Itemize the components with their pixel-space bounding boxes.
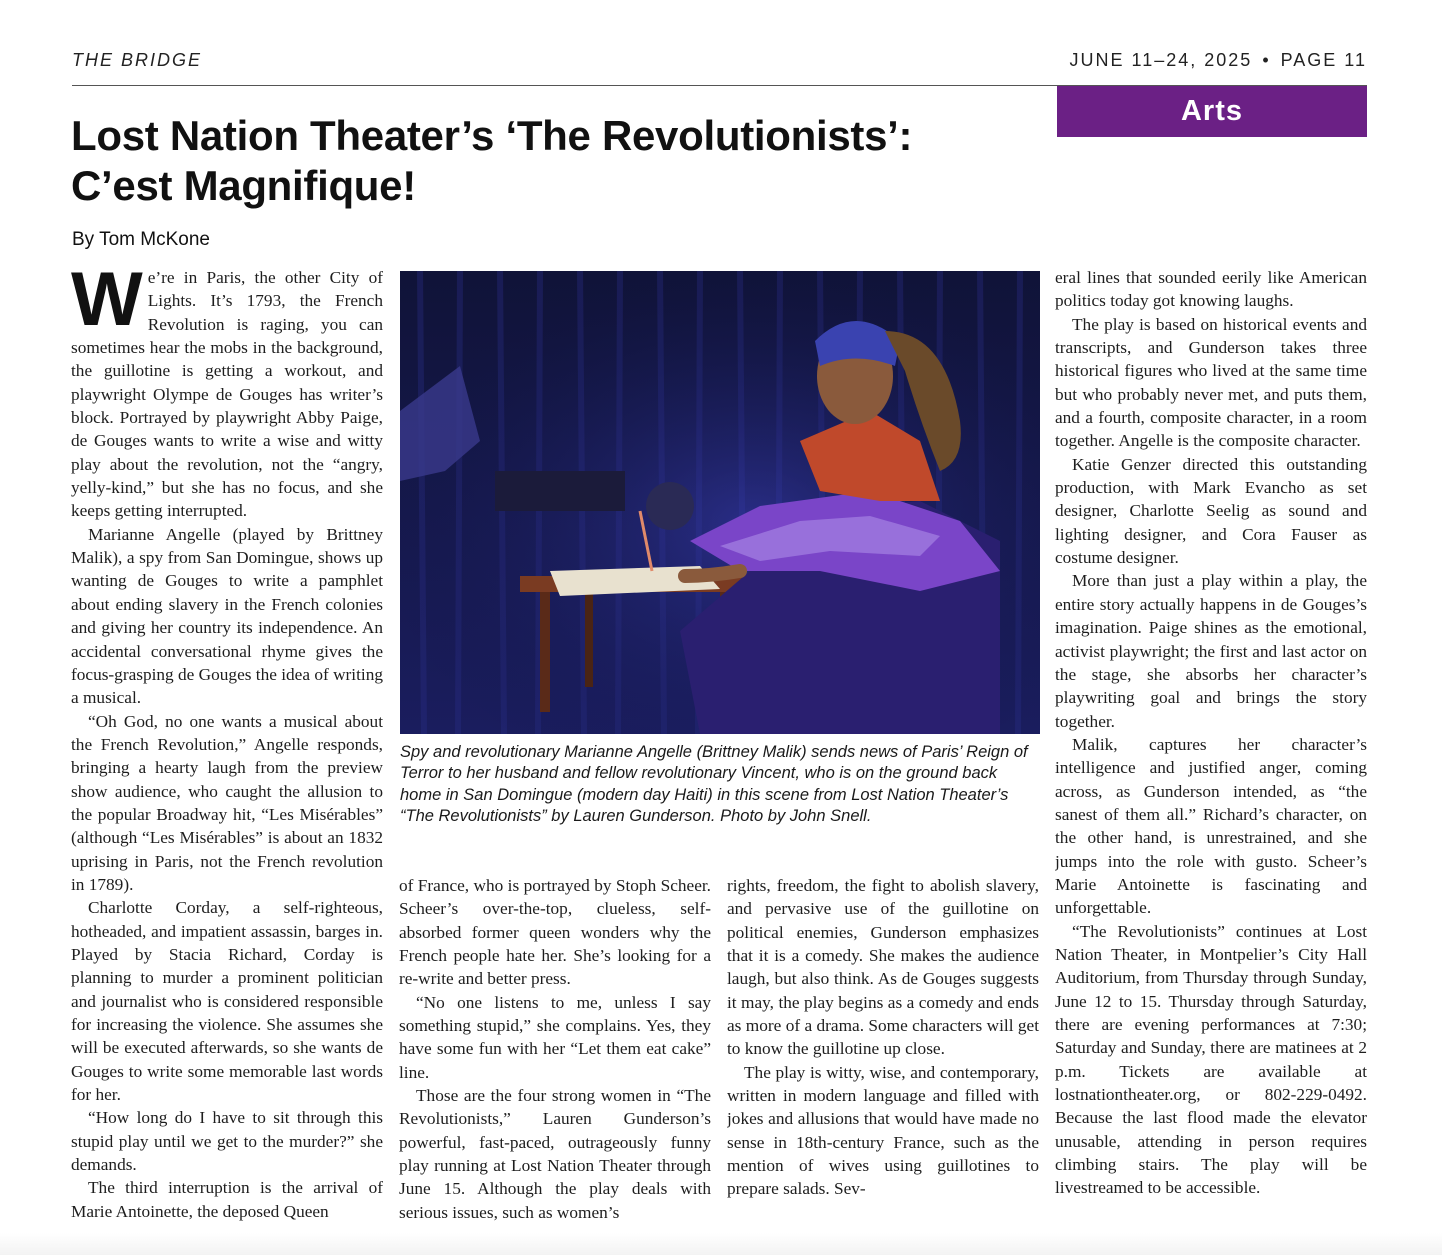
separator-bullet: • [1262, 50, 1271, 70]
issue-info [1070, 50, 1367, 71]
paragraph: More than just a play within a play, the entire story actually happens in de Gouges’s imagination. Paige shines as the emotional, activist playwright; the first and last actor on the stage, she absorbs her character’s playwriting goal and brings the story together. [1055, 571, 1367, 731]
paragraph: The play is based on historical events and transcripts, and Gunderson takes three historical figures who lived at the same time but who probably never met, and puts them, and a fourth, composite character, in a room together. Angelle is the composite character. [1055, 314, 1367, 451]
drop-cap: W [71, 266, 143, 342]
stage-scene-illustration [400, 271, 1040, 734]
paragraph: “The Revolutionists” continues at Lost Nation Theater, in Montpelier’s City Hall Auditorium, from Thursday through Sunday, June 12 to 15. Thursday through Saturday, there are evening performances at 7:30; Saturday and Sunday, there are matinees at 2 p.m. Tickets are available at lostnationtheater.org, or 802-229-0492. Because the last flood made the elevator unusable, attending in person requires climbing stairs. The play will be livestreamed to be accessible. [1055, 921, 1367, 1198]
paragraph: “No one listens to me, unless I say something stupid,” she complains. Yes, they have some fun with her “Let them eat cake” line. [399, 992, 711, 1082]
paragraph: Those are the four strong women in “The Revolutionists,” Lauren Gunderson’s powerful, fast-paced, outrageously funny play running at Lost Nation Theater through June 15. Although the play deals with serious issues, such as women’s [399, 1086, 711, 1222]
paragraph: The play is witty, wise, and contemporary, written in modern language and filled with jokes and allusions that would have made no sense in 18th-century France, such as the mention of wives using guillotines to prepare salads. Sev- [727, 1062, 1039, 1199]
article-column-1 [71, 266, 383, 1228]
publication-name: THE BRIDGE [72, 50, 203, 70]
paragraph: Katie Genzer directed this outstanding production, with Mark Evancho as set designer, Charlotte Seelig as sound and lighting designer, and Cora Fauser as costume designer. [1055, 454, 1367, 568]
paragraph-continuation: of France, who is portrayed by Stoph Scheer. Scheer’s over-the-top, clueless, self-absorbed former queen wonders why the French people hate her. She’s looking for a re-write and better press. [399, 876, 711, 989]
paragraph: The third interruption is the arrival of Marie Antoinette, the deposed Queen [71, 1178, 383, 1221]
page-bottom-shadow [0, 1233, 1442, 1255]
paragraph: Malik, captures her character’s intelligence and justified anger, coming across, as Gunderson intended, as “the sanest of them all.” Richard’s character, on the other hand, is unrestrained, and she jumps into the role with gusto. Scheer’s Marie Antoinette is fascinating and unforgettable. [1055, 734, 1367, 918]
lead-text: e’re in Paris, the other City of Lights. It’s 1793, the French Revolution is raging, you can sometimes hear the mobs in the background, the guillotine is getting a workout, and playwright Olympe de Gouges has writer’s block. Portrayed by playwright Abby Paige, de Gouges wants to write a wise and witty play about the revolution, not the “angry, yelly-kind,” but she has no focus, and she keeps getting interrupted. [71, 268, 383, 521]
page-number: PAGE 11 [1280, 50, 1367, 70]
paragraph: “Oh God, no one wants a musical about the French Revolution,” Angelle responds, bringing a hearty laugh from the preview show audience, who caught the allusion to the popular Broadway hit, “Les Misérables” (although “Les Misérables” is about an 1832 uprising in Paris, not the French revolution in 1789). [71, 711, 383, 894]
headline [71, 111, 1051, 211]
paragraph: Marianne Angelle (played by Brittney Malik), a spy from San Domingue, shows up wanting de Gouges to write a pamphlet about ending slavery in the French colonies and giving her country its independence. An accidental conversational rhyme gives the focus-grasping de Gouges the idea of writing a musical. [71, 524, 383, 708]
issue-date: JUNE 11–24, 2025 [1069, 50, 1253, 70]
article-column-4 [1055, 266, 1367, 1228]
article-photo [400, 271, 1040, 734]
paragraph: “How long do I have to sit through this stupid play until we get to the murder?” she demands. [71, 1108, 383, 1175]
article-column-3 [727, 874, 1039, 1228]
headline-line-2: C’est Magnifique! [71, 162, 416, 209]
article-column-2 [399, 874, 711, 1228]
paragraph: Charlotte Corday, a self-righteous, hotheaded, and impatient assassin, barges in. Played by Stacia Richard, Corday is planning to murder a prominent politician and journalist who is considered responsible for increasing the violence. She assumes she will be executed afterwards, so she wants de Gouges to write some memorable last words for her. [71, 898, 383, 1105]
paragraph-continuation: eral lines that sounded eerily like American politics today got knowing laughs. [1055, 268, 1367, 311]
headline-line-1: Lost Nation Theater’s ‘The Revolutionists’: [71, 112, 913, 159]
byline: By Tom McKone [72, 229, 210, 250]
paragraph-continuation: rights, freedom, the fight to abolish slavery, and pervasive use of the guillotine on political enemies, Gunderson emphasizes that it is a comedy. She makes the audience laugh, but also think. As de Gouges suggests it may, the play begins as a comedy and ends as more of a drama. Some characters will get to know the guillotine up close. [727, 876, 1039, 1059]
section-label: Arts [1057, 86, 1367, 137]
lead-paragraph [71, 266, 383, 523]
photo-caption: Spy and revolutionary Marianne Angelle (Brittney Malik) sends news of Paris’ Reign of Terror to her husband and fellow revolutionary Vincent, who is on the ground back home in San Domingue (modern day Haiti) in this scene from Lost Nation Theater’s “The Revolutionists” by Lauren Gunderson. Photo by John Snell. [400, 743, 1028, 825]
